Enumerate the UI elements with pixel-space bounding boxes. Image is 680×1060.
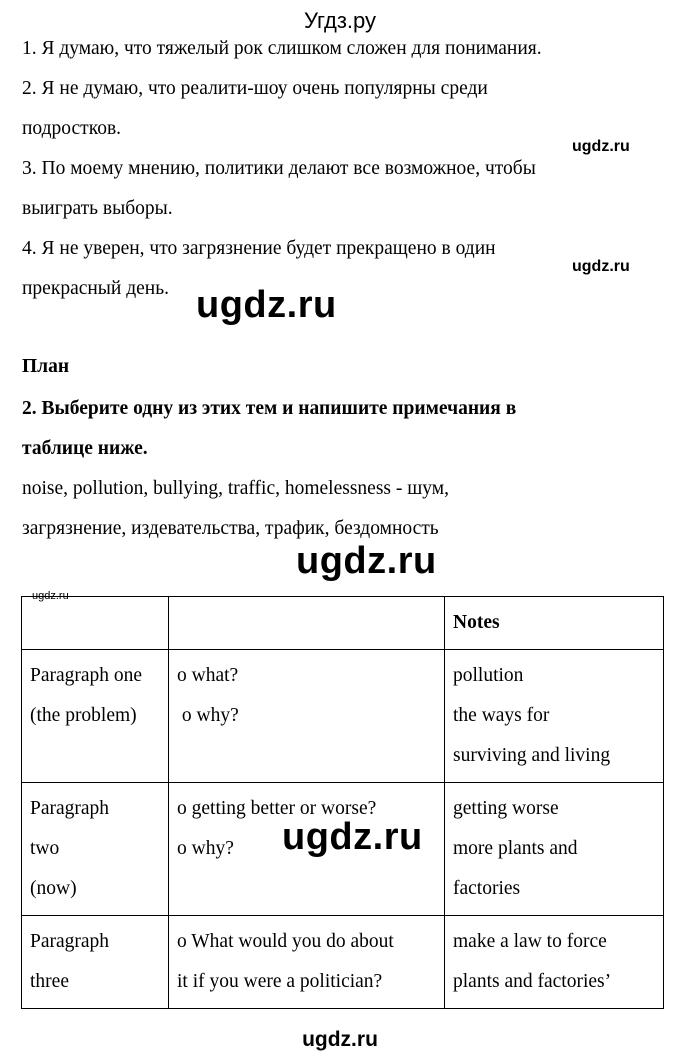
watermark-large: ugdz.ru bbox=[196, 284, 337, 326]
cell-line: (now) bbox=[30, 878, 77, 899]
cell-line: make a law to force bbox=[453, 931, 607, 952]
notes-header: Notes bbox=[445, 597, 664, 650]
cell-line: Paragraph bbox=[30, 931, 110, 952]
table-cell bbox=[22, 650, 169, 783]
table-cell bbox=[445, 916, 664, 1009]
watermark-large: ugdz.ru bbox=[296, 540, 437, 582]
sentence-3: 3. По моему мнению, политики делают все возможное, чтобы bbox=[22, 158, 536, 179]
cell-line: o getting better or worse? bbox=[177, 798, 377, 819]
cell-line: surviving and living bbox=[453, 745, 611, 766]
table-cell bbox=[169, 916, 445, 1009]
cell-line: o why? bbox=[177, 705, 239, 726]
cell-line: o why? bbox=[177, 838, 234, 859]
table-row bbox=[22, 650, 664, 783]
cell-line: plants and factories’ bbox=[453, 971, 612, 992]
sentence-4-cont: прекрасный день. bbox=[22, 278, 170, 299]
table-cell bbox=[445, 783, 664, 916]
cell-line: (the problem) bbox=[30, 705, 137, 726]
table-header-row bbox=[22, 597, 664, 650]
table-cell bbox=[22, 783, 169, 916]
cell-line: it if you were a politician? bbox=[177, 971, 383, 992]
cell-line: pollution bbox=[453, 665, 524, 686]
table-cell bbox=[445, 650, 664, 783]
table-cell bbox=[169, 597, 445, 650]
table-cell bbox=[22, 597, 169, 650]
footer-watermark: ugdz.ru bbox=[302, 1028, 378, 1051]
table-cell bbox=[22, 916, 169, 1009]
sentence-1: 1. Я думаю, что тяжелый рок слишком сложен для понимания. bbox=[22, 38, 542, 59]
task-instruction-cont: таблице ниже. bbox=[22, 438, 148, 459]
topics-line: noise, pollution, bullying, traffic, homelessness - шум, bbox=[22, 478, 449, 499]
site-title: Угдз.ру bbox=[303, 8, 377, 33]
cell-line: three bbox=[30, 971, 69, 992]
cell-line: getting worse bbox=[453, 798, 559, 819]
watermark-small: ugdz.ru bbox=[572, 138, 630, 155]
plan-heading: План bbox=[22, 356, 70, 377]
sentence-2: 2. Я не думаю, что реалити-шоу очень популярны среди bbox=[22, 78, 488, 99]
cell-line: the ways for bbox=[453, 705, 550, 726]
cell-line: more plants and bbox=[453, 838, 578, 859]
cell-line: factories bbox=[453, 878, 521, 899]
sentence-3-cont: выиграть выборы. bbox=[22, 198, 173, 219]
watermark-tiny: ugdz.ru bbox=[32, 590, 69, 602]
sentence-4: 4. Я не уверен, что загрязнение будет прекращено в один bbox=[22, 238, 496, 259]
topics-line-cont: загрязнение, издевательства, трафик, бездомность bbox=[22, 518, 439, 539]
cell-line: o What would you do about bbox=[177, 931, 394, 952]
sentence-2-cont: подростков. bbox=[22, 118, 122, 139]
cell-line: Paragraph one bbox=[30, 665, 143, 686]
cell-line: two bbox=[30, 838, 60, 859]
cell-line: o what? bbox=[177, 665, 239, 686]
cell-line: Paragraph bbox=[30, 798, 110, 819]
notes-table bbox=[21, 596, 664, 1009]
table-row bbox=[22, 916, 664, 1009]
table-cell bbox=[169, 650, 445, 783]
watermark-small: ugdz.ru bbox=[572, 258, 630, 275]
task-instruction: 2. Выберите одну из этих тем и напишите примечания в bbox=[22, 398, 517, 419]
watermark-large: ugdz.ru bbox=[282, 816, 423, 858]
